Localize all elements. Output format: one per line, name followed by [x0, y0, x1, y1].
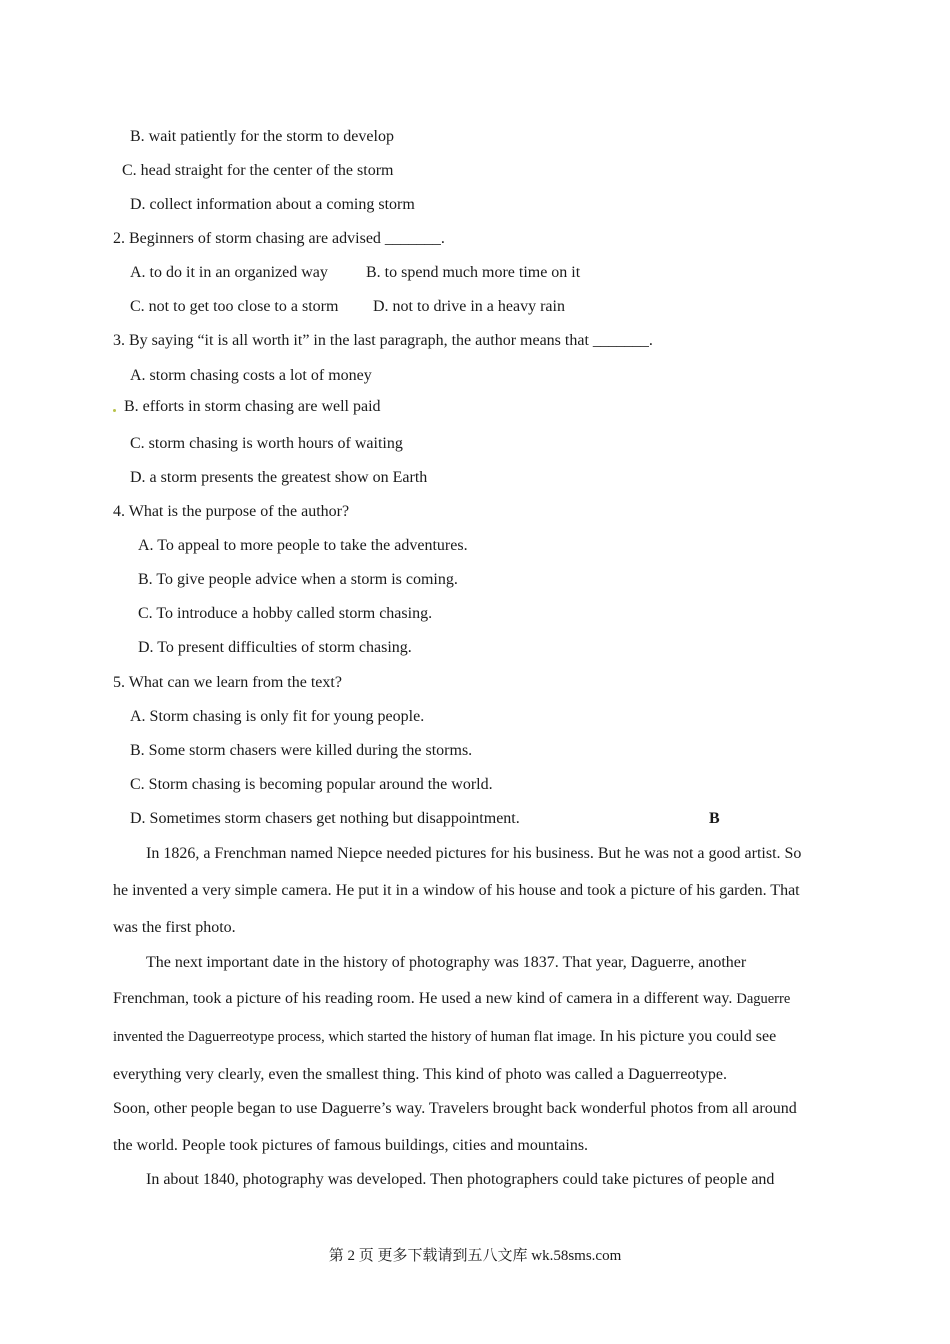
q2-option-c: C. not to get too close to a storm: [130, 298, 339, 315]
q3-option-c: C. storm chasing is worth hours of waiting: [130, 435, 403, 452]
passage-p2-line3-main: In his picture you could see: [599, 1028, 777, 1045]
section-b-heading: B: [709, 810, 720, 827]
q5-option-d: D. Sometimes storm chasers get nothing but disappointment.: [130, 810, 520, 827]
q5-option-c: C. Storm chasing is becoming popular around the world.: [130, 776, 493, 793]
passage-p4-line1: In about 1840, photography was developed. Then photographers could take pictures of people and: [146, 1171, 775, 1188]
passage-p2-line2-tail: Daguerre: [736, 991, 791, 1007]
q3-option-d: D. a storm presents the greatest show on Earth: [130, 469, 428, 486]
q5-option-a: A. Storm chasing is only fit for young people.: [130, 708, 425, 725]
q2-stem: 2. Beginners of storm chasing are advised _______.: [113, 230, 445, 247]
passage-p1-line2: he invented a very simple camera. He put it in a window of his house and took a picture of his garden. That: [113, 882, 800, 899]
q5-option-b: B. Some storm chasers were killed during the storms.: [130, 742, 473, 759]
passage-p2-line3: [113, 1027, 776, 1047]
q4-stem: 4. What is the purpose of the author?: [113, 503, 350, 520]
passage-p3-line2: the world. People took pictures of famous buildings, cities and mountains.: [113, 1137, 589, 1154]
decorative-dot: [113, 409, 116, 412]
q1-option-d: D. collect information about a coming storm: [130, 196, 415, 213]
q4-option-d: D. To present difficulties of storm chasing.: [138, 639, 412, 656]
q2-option-d: D. not to drive in a heavy rain: [373, 298, 565, 315]
q3-stem: 3. By saying “it is all worth it” in the last paragraph, the author means that _______.: [113, 332, 653, 349]
passage-p2-line2-main: Frenchman, took a picture of his reading room. He used a new kind of camera in a different way.: [113, 990, 733, 1007]
passage-p2-line4: everything very clearly, even the smallest thing. This kind of photo was called a Daguerreotype.: [113, 1066, 728, 1083]
q5-stem: 5. What can we learn from the text?: [113, 674, 342, 691]
passage-p2-line1: The next important date in the history of photography was 1837. That year, Daguerre, another: [146, 954, 747, 971]
q2-option-a: A. to do it in an organized way: [130, 264, 328, 281]
q3-option-a: A. storm chasing costs a lot of money: [130, 367, 372, 384]
passage-p1-line1: In 1826, a Frenchman named Niepce needed pictures for his business. But he was not a good artist. So: [146, 845, 802, 862]
q1-option-c: C. head straight for the center of the storm: [122, 162, 394, 179]
passage-p1-line3: was the first photo.: [113, 919, 236, 936]
q3-option-b: B. efforts in storm chasing are well paid: [124, 398, 381, 415]
passage-p2-line3-head: invented the Daguerreotype process, which started the history of human flat image.: [113, 1029, 596, 1045]
q1-option-b: B. wait patiently for the storm to develop: [130, 128, 394, 145]
q4-option-b: B. To give people advice when a storm is coming.: [138, 571, 458, 588]
page-footer: 第 2 页 更多下载请到五八文库 wk.58sms.com: [328, 1248, 622, 1264]
q2-option-b: B. to spend much more time on it: [366, 264, 581, 281]
passage-p2-line2: [113, 989, 790, 1009]
q4-option-a: A. To appeal to more people to take the adventures.: [138, 537, 468, 554]
q4-option-c: C. To introduce a hobby called storm chasing.: [138, 605, 433, 622]
passage-p3-line1: Soon, other people began to use Daguerre’s way. Travelers brought back wonderful photos from all around: [113, 1100, 797, 1117]
